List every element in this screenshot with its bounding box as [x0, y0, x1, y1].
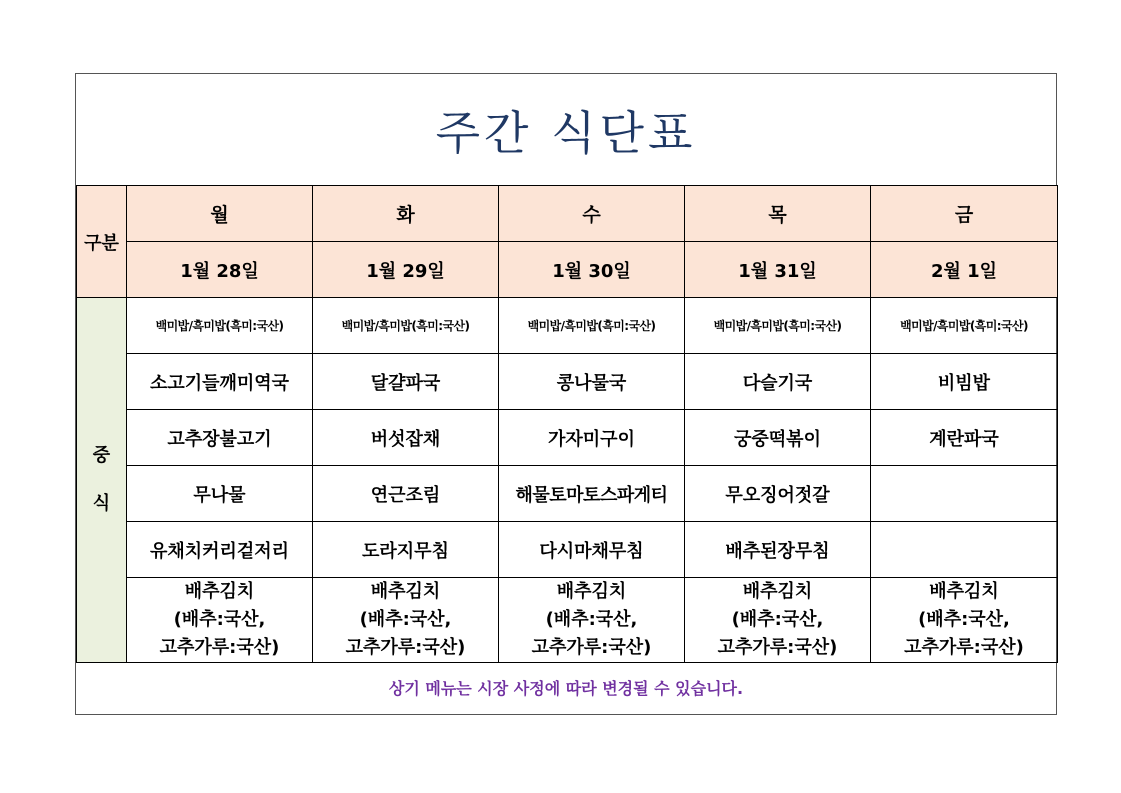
dish-cell: 해물토마토스파게티: [499, 466, 685, 522]
dish-cell: 콩나물국: [499, 354, 685, 410]
date-header: 1월 28일: [127, 242, 313, 298]
kimchi-origin: (배추:국산,: [545, 609, 638, 630]
date-header: 1월 31일: [685, 242, 871, 298]
day-header: 수: [499, 186, 685, 242]
dish-cell: 달걀파국: [313, 354, 499, 410]
dish-cell: 무오징어젓갈: [685, 466, 871, 522]
kimchi-cell: [871, 578, 1058, 663]
footer-notice: 상기 메뉴는 시장 사정에 따라 변경될 수 있습니다.: [388, 678, 744, 698]
day-header: 금: [871, 186, 1058, 242]
rice-cell: 백미밥/흑미밥(흑미:국산): [685, 298, 871, 354]
date-header: 1월 29일: [313, 242, 499, 298]
dish-cell: 유채치커리겉저리: [127, 522, 313, 578]
kimchi-origin: (배추:국산,: [359, 609, 452, 630]
meal-label-char: 중: [92, 445, 111, 466]
dish-cell: [871, 466, 1058, 522]
rice-cell: 백미밥/흑미밥(흑미:국산): [871, 298, 1058, 354]
kimchi-cell: [313, 578, 499, 663]
dish-cell: 비빔밥: [871, 354, 1058, 410]
dish-cell: 도라지무침: [313, 522, 499, 578]
kimchi-cell: [127, 578, 313, 663]
day-header: 월: [127, 186, 313, 242]
dish-cell: 고추장불고기: [127, 410, 313, 466]
page-title: 주간 식단표: [435, 105, 697, 160]
date-header: 2월 1일: [871, 242, 1058, 298]
dish-cell: [871, 522, 1058, 578]
kimchi-cell: [499, 578, 685, 663]
dish-cell: 다시마채무침: [499, 522, 685, 578]
kimchi-origin: 고추가루:국산): [531, 637, 652, 658]
dish-row: [77, 410, 1058, 466]
dish-cell: 다슬기국: [685, 354, 871, 410]
day-row: [77, 186, 1058, 242]
kimchi-name: 배추김치: [929, 581, 999, 602]
row-header-cell: 구분: [77, 186, 127, 298]
dish-row: [77, 354, 1058, 410]
dish-cell: 궁중떡볶이: [685, 410, 871, 466]
dish-cell: 계란파국: [871, 410, 1058, 466]
date-header: 1월 30일: [499, 242, 685, 298]
kimchi-origin: 고추가루:국산): [717, 637, 838, 658]
dish-cell: 가자미구이: [499, 410, 685, 466]
dish-cell: 소고기들깨미역국: [127, 354, 313, 410]
kimchi-origin: (배추:국산,: [731, 609, 824, 630]
rice-cell: 백미밥/흑미밥(흑미:국산): [499, 298, 685, 354]
dish-cell: 무나물: [127, 466, 313, 522]
rice-cell: 백미밥/흑미밥(흑미:국산): [127, 298, 313, 354]
date-row: [77, 242, 1058, 298]
rice-cell: 백미밥/흑미밥(흑미:국산): [313, 298, 499, 354]
kimchi-name: 배추김치: [742, 581, 813, 602]
menu-sheet: [75, 73, 1057, 715]
day-header: 목: [685, 186, 871, 242]
kimchi-origin: (배추:국산,: [173, 609, 266, 630]
kimchi-origin: 고추가루:국산): [345, 637, 466, 658]
kimchi-name: 배추김치: [556, 581, 627, 602]
kimchi-origin: (배추:국산,: [918, 609, 1010, 630]
dish-cell: 버섯잡채: [313, 410, 499, 466]
dish-cell: 연근조림: [313, 466, 499, 522]
day-header: 화: [313, 186, 499, 242]
meal-label-char: 식: [92, 493, 111, 514]
dish-cell: 배추된장무침: [685, 522, 871, 578]
kimchi-origin: 고추가루:국산): [904, 637, 1024, 658]
weekly-menu-table: [76, 185, 1058, 663]
kimchi-row: [77, 578, 1058, 663]
dish-row: [77, 466, 1058, 522]
rice-row: [77, 298, 1058, 354]
kimchi-cell: [685, 578, 871, 663]
meal-label-cell: [77, 298, 127, 663]
kimchi-name: 배추김치: [184, 581, 255, 602]
kimchi-origin: 고추가루:국산): [159, 637, 280, 658]
dish-row: [77, 522, 1058, 578]
kimchi-name: 배추김치: [370, 581, 441, 602]
